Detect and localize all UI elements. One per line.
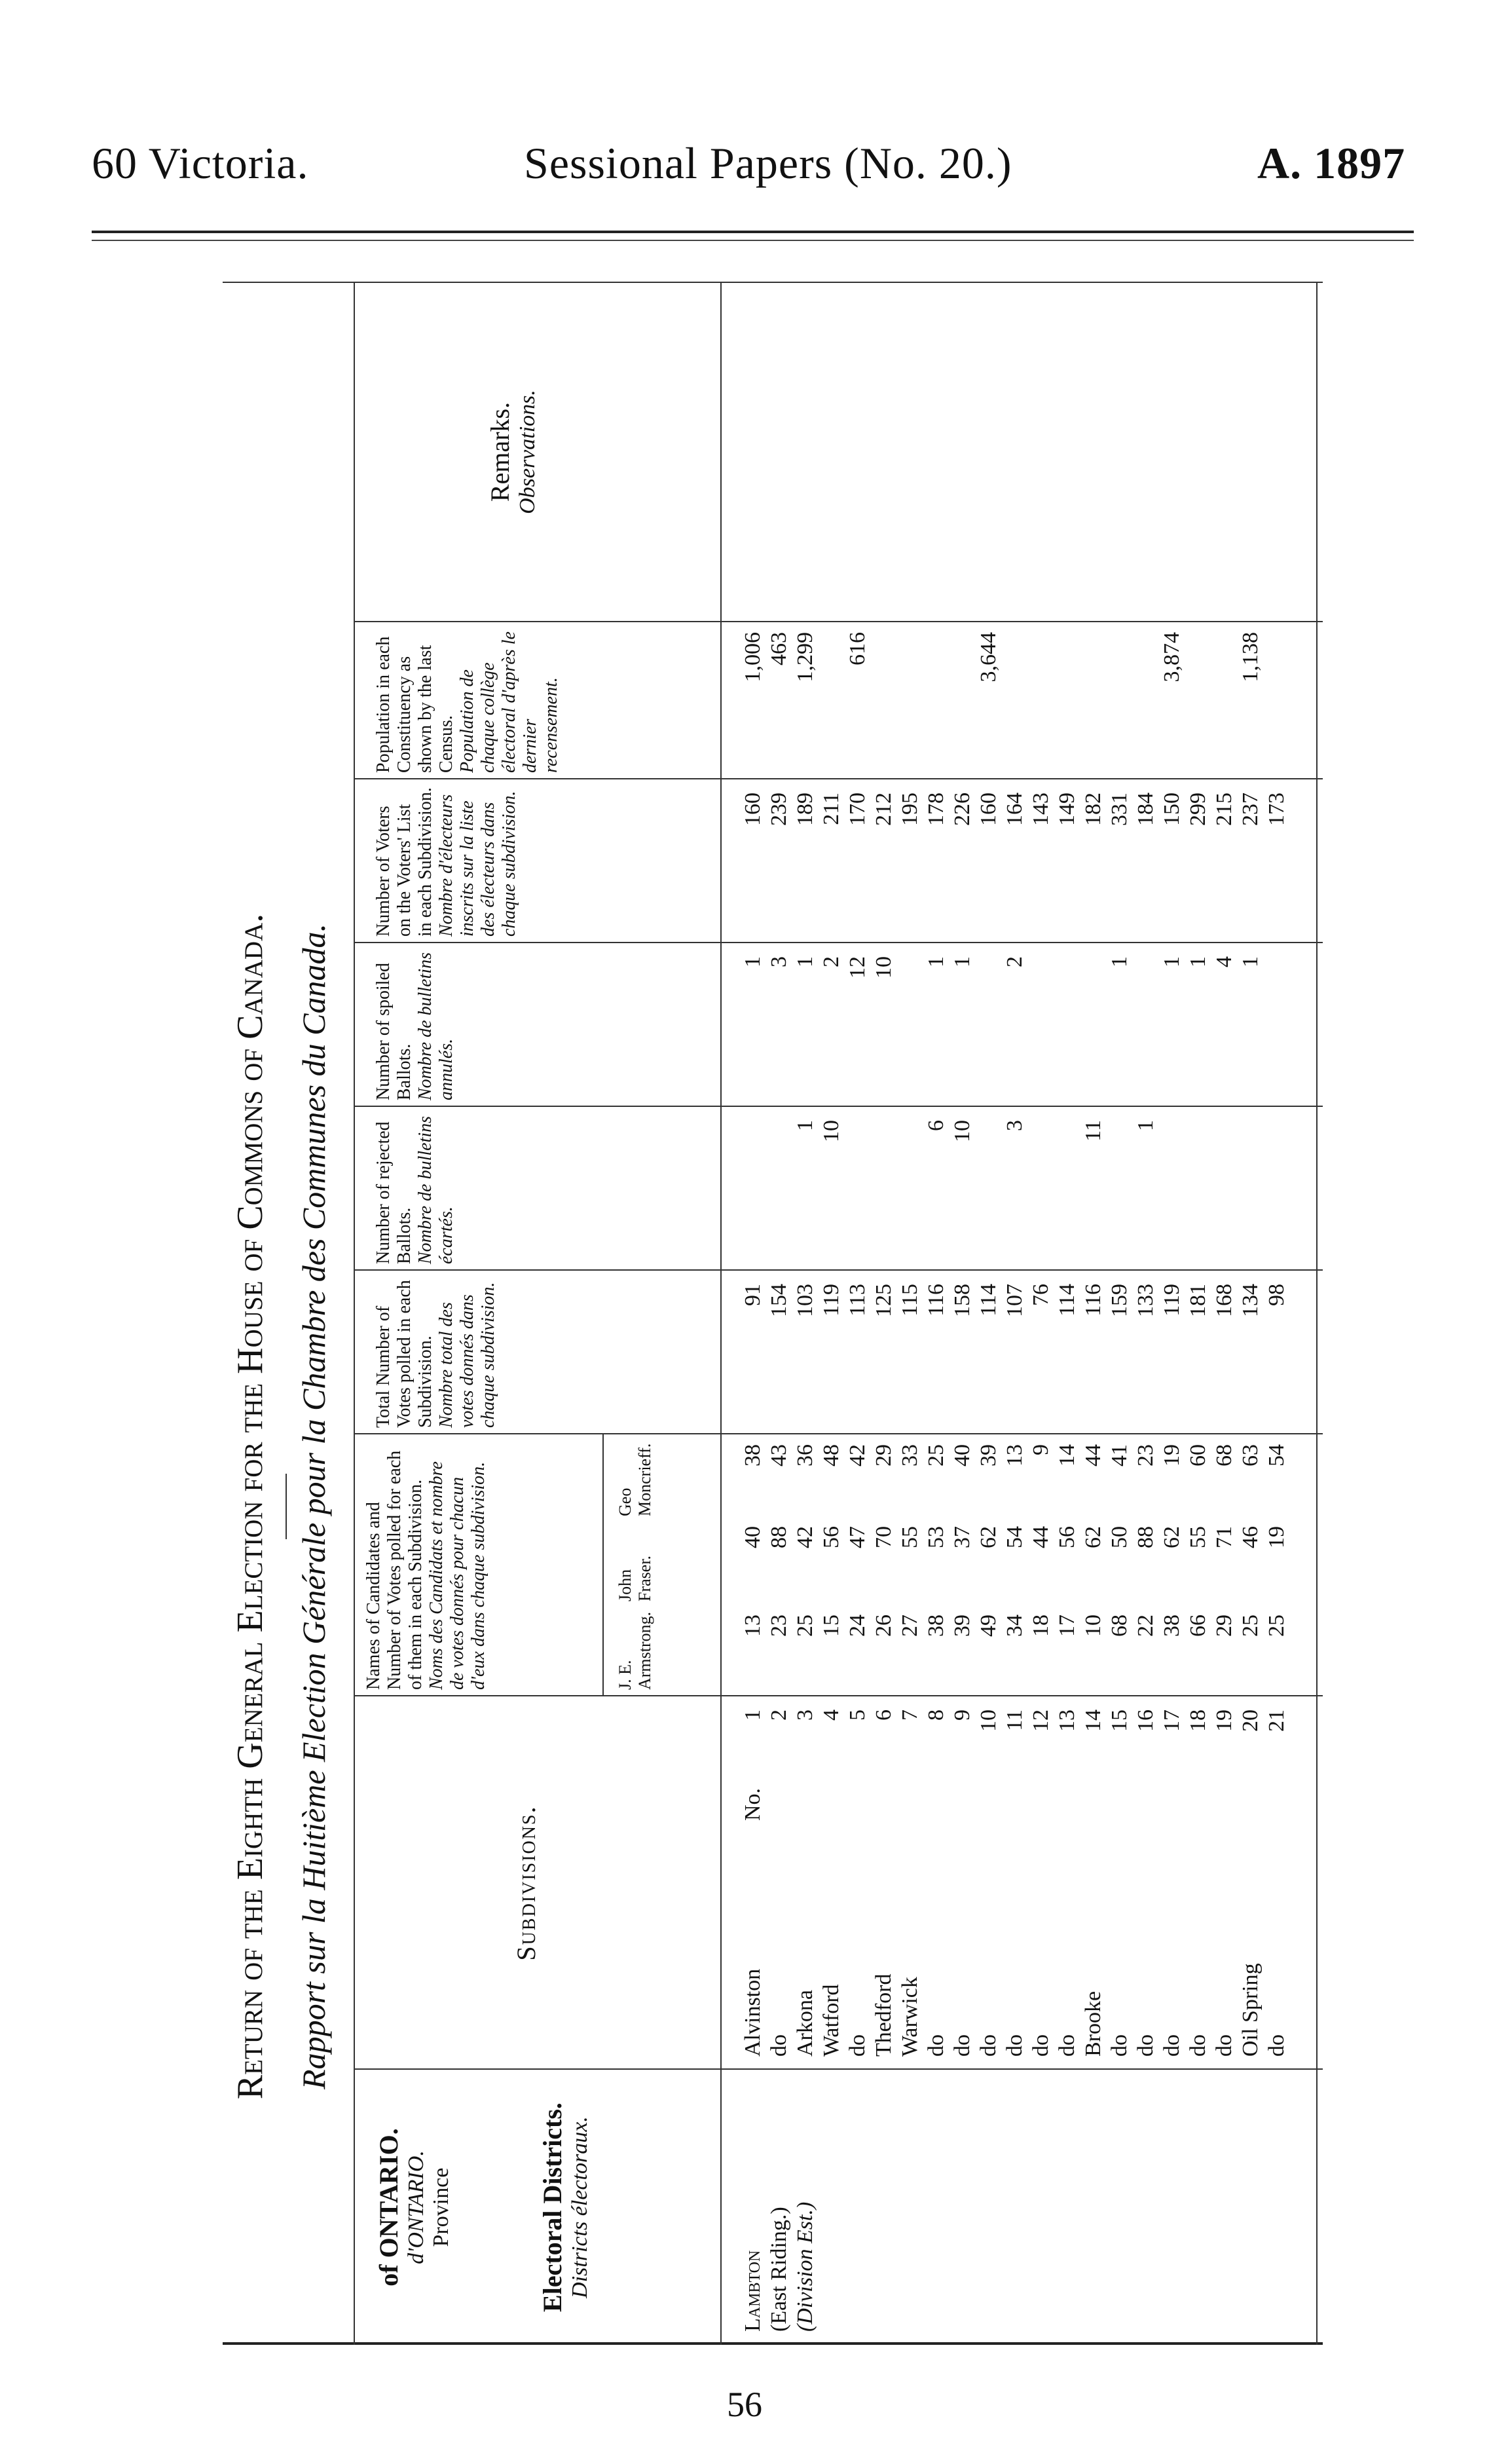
voters-on-list: 170 xyxy=(845,793,870,826)
rejected-ballots xyxy=(897,1120,923,1264)
rejected-ballots xyxy=(1264,1120,1290,1264)
candidate-name-3: Geo Moncrieff. xyxy=(616,1443,654,1516)
rejected-ballots xyxy=(871,1120,897,1264)
subdivision-name: Warwick xyxy=(898,1977,922,2057)
votes-moncrieff: 13 xyxy=(1003,1444,1027,1466)
header-bottom-rule xyxy=(720,282,722,2345)
subdivision-name: do xyxy=(950,2034,974,2057)
remarks-header: Remarks. Observations. xyxy=(485,390,540,514)
subdivision-name: do xyxy=(976,2034,1001,2057)
table-row xyxy=(871,282,897,2345)
rejected-ballots xyxy=(1054,1120,1080,1264)
table-row xyxy=(976,282,1002,2345)
votes-armstrong: 49 xyxy=(976,1615,1001,1637)
subdivision-name: do xyxy=(1160,2034,1184,2057)
votes-fraser: 47 xyxy=(845,1526,870,1548)
spoiled-ballots xyxy=(1028,956,1054,1100)
rejected-ballots xyxy=(1211,1120,1238,1264)
voters-on-list: 164 xyxy=(1003,793,1027,826)
votes-moncrieff: 48 xyxy=(819,1444,843,1466)
table-row xyxy=(1211,282,1238,2345)
subdivision-name: Watford xyxy=(819,1984,843,2057)
votes-armstrong: 13 xyxy=(741,1615,765,1637)
table-row xyxy=(1133,282,1159,2345)
rejected-ballots xyxy=(766,1120,792,1264)
header-title: Sessional Papers (No. 20.) xyxy=(524,138,1012,188)
votes-fraser: 62 xyxy=(1160,1526,1184,1548)
subdivision-number: 18 xyxy=(1186,1709,1210,1732)
total-votes: 98 xyxy=(1264,1284,1289,1306)
rejected-ballots xyxy=(845,1120,871,1264)
spoiled-ballots: 1 xyxy=(1160,956,1184,967)
population-header: Population in each Constituency as shown by the last Census. Population de chaque collège électoral d'après le dernier recensement. xyxy=(373,631,561,773)
voters-on-list: 239 xyxy=(767,793,791,826)
subdivision-name: do xyxy=(1264,2034,1289,2057)
table-row xyxy=(792,282,819,2345)
votes-moncrieff: 25 xyxy=(924,1444,948,1466)
header-rule xyxy=(92,231,1414,233)
spoiled-ballots: 3 xyxy=(767,956,791,967)
rejected-ballots xyxy=(740,1120,766,1264)
subdivisions-header: Subdivisions. xyxy=(511,1805,541,1961)
table-row xyxy=(1054,282,1080,2345)
subdivision-name: do xyxy=(845,2034,870,2057)
subdivision-number: 19 xyxy=(1212,1709,1236,1732)
votes-fraser: 42 xyxy=(793,1526,817,1548)
subdivision-number: 2 xyxy=(767,1709,791,1721)
spoiled-header: Number of spoiled Ballots. Nombre de bulletins annulés. xyxy=(373,952,456,1100)
votes-moncrieff: 63 xyxy=(1238,1444,1263,1466)
subdivision-name: do xyxy=(767,2034,791,2057)
total-votes: 114 xyxy=(1055,1284,1079,1317)
total-votes: 103 xyxy=(793,1284,817,1317)
total-votes: 113 xyxy=(845,1284,870,1317)
voters-on-list: 149 xyxy=(1055,793,1079,826)
votes-armstrong: 25 xyxy=(793,1615,817,1637)
voters-on-list: 237 xyxy=(1238,793,1263,826)
subdivision-number: 21 xyxy=(1264,1709,1289,1732)
subdivision-name: Alvinston xyxy=(741,1968,765,2057)
total-votes: 158 xyxy=(950,1284,974,1317)
rejected-ballots: 3 xyxy=(1003,1120,1027,1131)
total-votes: 168 xyxy=(1212,1284,1236,1317)
votes-moncrieff: 54 xyxy=(1264,1444,1289,1466)
total-votes: 91 xyxy=(741,1284,765,1306)
table-row xyxy=(1238,282,1264,2345)
voters-on-list: 150 xyxy=(1160,793,1184,826)
population-value: 1,299 xyxy=(793,632,817,682)
votes-moncrieff: 60 xyxy=(1186,1444,1210,1466)
votes-fraser: 88 xyxy=(1134,1526,1158,1548)
table-row xyxy=(923,282,950,2345)
votes-armstrong: 15 xyxy=(819,1615,843,1637)
rejected-ballots: 1 xyxy=(1134,1120,1158,1131)
votes-armstrong: 38 xyxy=(924,1615,948,1637)
total-votes: 76 xyxy=(1029,1284,1053,1306)
spoiled-ballots: 1 xyxy=(741,956,765,967)
spoiled-ballots: 1 xyxy=(1238,956,1263,967)
votes-moncrieff: 29 xyxy=(872,1444,896,1466)
subdivision-name: do xyxy=(1186,2034,1210,2057)
votes-armstrong: 29 xyxy=(1212,1615,1236,1637)
votes-armstrong: 68 xyxy=(1107,1615,1132,1637)
population-value: 463 xyxy=(767,632,791,665)
votes-fraser: 54 xyxy=(1003,1526,1027,1548)
spoiled-ballots xyxy=(897,956,923,1100)
votes-armstrong: 38 xyxy=(1160,1615,1184,1637)
subdivision-number: 20 xyxy=(1238,1709,1263,1732)
total-votes: 134 xyxy=(1238,1284,1263,1317)
votes-armstrong: 24 xyxy=(845,1615,870,1637)
total-votes: 133 xyxy=(1134,1284,1158,1317)
voters-on-list: 173 xyxy=(1264,793,1289,826)
total-votes: 114 xyxy=(976,1284,1001,1317)
total-votes: 154 xyxy=(767,1284,791,1317)
votes-fraser: 55 xyxy=(898,1526,922,1548)
spoiled-ballots xyxy=(1133,956,1159,1100)
subdivision-number: 17 xyxy=(1160,1709,1184,1732)
candidate-name-1: J. E. Armstrong. xyxy=(616,1611,654,1690)
spoiled-ballots xyxy=(976,956,1002,1100)
population-value: 1,138 xyxy=(1238,632,1263,682)
votes-fraser: 56 xyxy=(819,1526,843,1548)
spoiled-ballots xyxy=(1264,956,1290,1100)
votes-fraser: 50 xyxy=(1107,1526,1132,1548)
total-votes-header: Total Number of Votes polled in each Subdivision. Nombre total des votes donnés dans chaque subdivision. xyxy=(373,1280,498,1428)
votes-fraser: 62 xyxy=(976,1526,1001,1548)
spoiled-ballots: 1 xyxy=(1186,956,1210,967)
voters-on-list: 195 xyxy=(898,793,922,826)
votes-fraser: 55 xyxy=(1186,1526,1210,1548)
votes-moncrieff: 14 xyxy=(1055,1444,1079,1466)
subdivision-name: Arkona xyxy=(793,1990,817,2057)
votes-moncrieff: 19 xyxy=(1160,1444,1184,1466)
subdivision-number: 12 xyxy=(1029,1709,1053,1732)
spoiled-ballots xyxy=(1080,956,1107,1100)
subdivision-number: 16 xyxy=(1134,1709,1158,1732)
votes-fraser: 37 xyxy=(950,1526,974,1548)
subdivision-name: do xyxy=(1055,2034,1079,2057)
table-row xyxy=(950,282,976,2345)
table-row xyxy=(766,282,792,2345)
spoiled-ballots: 2 xyxy=(1003,956,1027,967)
population-value: 3,874 xyxy=(1160,632,1184,682)
subdivision-name: do xyxy=(1134,2034,1158,2057)
header-top-rule xyxy=(354,282,355,2345)
votes-moncrieff: 41 xyxy=(1107,1444,1132,1466)
voters-on-list: 212 xyxy=(872,793,896,826)
candidates-subrule xyxy=(602,1434,604,1696)
voters-on-list: 184 xyxy=(1134,793,1158,826)
spoiled-ballots: 2 xyxy=(819,956,843,967)
votes-moncrieff: 33 xyxy=(898,1444,922,1466)
votes-armstrong: 66 xyxy=(1186,1615,1210,1637)
population-value: 616 xyxy=(845,632,870,665)
table-row xyxy=(740,282,766,2345)
voters-on-list: 331 xyxy=(1107,793,1132,826)
voters-on-list: 215 xyxy=(1212,793,1236,826)
subdivision-number: 15 xyxy=(1107,1709,1132,1732)
table-title-french: Rapport sur la Huitième Election Générale pour la Chambre des Communes du Canada. xyxy=(295,924,332,2089)
votes-moncrieff: 40 xyxy=(950,1444,974,1466)
votes-armstrong: 17 xyxy=(1055,1615,1079,1637)
votes-moncrieff: 43 xyxy=(767,1444,791,1466)
votes-armstrong: 27 xyxy=(898,1615,922,1637)
table-row xyxy=(1159,282,1185,2345)
rejected-ballots: 10 xyxy=(950,1120,974,1142)
subdivision-number: 4 xyxy=(819,1709,843,1721)
subdivision-number: 5 xyxy=(845,1709,870,1721)
voters-on-list: 211 xyxy=(819,793,843,825)
votes-armstrong: 39 xyxy=(950,1615,974,1637)
table-row xyxy=(845,282,871,2345)
total-votes: 159 xyxy=(1107,1284,1132,1317)
votes-moncrieff: 36 xyxy=(793,1444,817,1466)
total-votes: 116 xyxy=(924,1284,948,1317)
total-votes: 119 xyxy=(819,1284,843,1317)
votes-fraser: 56 xyxy=(1055,1526,1079,1548)
votes-armstrong: 25 xyxy=(1264,1615,1289,1637)
rejected-ballots xyxy=(1107,1120,1133,1264)
voters-on-list: 160 xyxy=(976,793,1001,826)
candidates-header: Names of Candidates and Number of Votes polled for each of them in each Subdivision. Noms des Candidats et nombre de votes donnés pour chacun d'eux dans chaque subdivision. xyxy=(363,1450,489,1690)
votes-fraser: 46 xyxy=(1238,1526,1263,1548)
candidate-name-2: John Fraser. xyxy=(616,1555,654,1601)
total-votes: 115 xyxy=(898,1284,922,1317)
subdivision-name: do xyxy=(1107,2034,1132,2057)
votes-moncrieff: 42 xyxy=(845,1444,870,1466)
votes-armstrong: 23 xyxy=(767,1615,791,1637)
votes-armstrong: 10 xyxy=(1081,1615,1105,1637)
voters-on-list: 182 xyxy=(1081,793,1105,826)
rejected-ballots xyxy=(976,1120,1002,1264)
spoiled-ballots xyxy=(1054,956,1080,1100)
votes-armstrong: 18 xyxy=(1029,1615,1053,1637)
spoiled-ballots: 10 xyxy=(872,956,896,979)
subdivision-name: Thedford xyxy=(872,1973,896,2057)
table-row xyxy=(1185,282,1211,2345)
votes-moncrieff: 23 xyxy=(1134,1444,1158,1466)
subdivision-number: 6 xyxy=(872,1709,896,1721)
total-votes: 181 xyxy=(1186,1284,1210,1317)
population-value: 1,006 xyxy=(741,632,765,682)
votes-fraser: 19 xyxy=(1264,1526,1289,1548)
table-row xyxy=(1107,282,1133,2345)
rejected-ballots: 1 xyxy=(793,1120,817,1131)
votes-fraser: 71 xyxy=(1212,1526,1236,1548)
voters-on-list: 160 xyxy=(741,793,765,826)
province-label: of ONTARIO. d'ONTARIO. Province xyxy=(374,2128,453,2287)
total-votes: 107 xyxy=(1003,1284,1027,1317)
subdivision-number: 3 xyxy=(793,1709,817,1721)
votes-moncrieff: 68 xyxy=(1212,1444,1236,1466)
votes-fraser: 44 xyxy=(1029,1526,1053,1548)
subdivision-number: 7 xyxy=(898,1709,922,1721)
votes-fraser: 88 xyxy=(767,1526,791,1548)
subdivision-name: Oil Spring xyxy=(1238,1963,1263,2057)
voters-on-list: 178 xyxy=(924,793,948,826)
title-divider xyxy=(286,1474,287,1539)
table-row xyxy=(897,282,923,2345)
votes-fraser: 70 xyxy=(872,1526,896,1548)
spoiled-ballots: 12 xyxy=(845,956,870,979)
rejected-ballots: 10 xyxy=(819,1120,843,1142)
voters-on-list: 299 xyxy=(1186,793,1210,826)
subdivision-number: 13 xyxy=(1055,1709,1079,1732)
population-value: 3,644 xyxy=(976,632,1001,682)
subdivision-name: do xyxy=(924,2034,948,2057)
table-title-english: Return of the Eighth General Election for the House of Commons of Canada. xyxy=(230,913,270,2100)
votes-moncrieff: 9 xyxy=(1029,1444,1053,1455)
spoiled-ballots: 1 xyxy=(924,956,948,967)
table-row xyxy=(1264,282,1290,2345)
table-row xyxy=(1080,282,1107,2345)
number-label: No. xyxy=(741,1787,765,1821)
rejected-ballots xyxy=(1028,1120,1054,1264)
votes-fraser: 62 xyxy=(1081,1526,1105,1548)
subdivision-number: 11 xyxy=(1003,1709,1027,1731)
votes-moncrieff: 44 xyxy=(1081,1444,1105,1466)
header-rule-thin xyxy=(92,240,1414,241)
header-year: A. 1897 xyxy=(1257,138,1406,188)
table-bottom-rule xyxy=(1316,282,1318,2345)
subdivision-name: do xyxy=(1003,2034,1027,2057)
subdivision-number: 14 xyxy=(1081,1709,1105,1732)
subdivision-number: 9 xyxy=(950,1709,974,1721)
votes-armstrong: 34 xyxy=(1003,1615,1027,1637)
table-row xyxy=(1002,282,1028,2345)
election-return-table xyxy=(223,282,1323,2345)
votes-armstrong: 22 xyxy=(1134,1615,1158,1637)
rejected-ballots xyxy=(1185,1120,1211,1264)
votes-armstrong: 26 xyxy=(872,1615,896,1637)
header-session: 60 Victoria. xyxy=(92,138,309,188)
rejected-ballots: 6 xyxy=(924,1120,948,1131)
voters-on-list: 189 xyxy=(793,793,817,826)
district-name: Lambton (East Riding.) (Division Est.) xyxy=(741,2201,817,2332)
voters-on-list: 143 xyxy=(1029,793,1053,826)
page-number: 56 xyxy=(727,2385,762,2424)
subdivision-name: do xyxy=(1029,2034,1053,2057)
rejected-ballots xyxy=(1159,1120,1185,1264)
votes-moncrieff: 39 xyxy=(976,1444,1001,1466)
spoiled-ballots: 4 xyxy=(1212,956,1236,967)
spoiled-ballots: 1 xyxy=(950,956,974,967)
rejected-ballots xyxy=(1238,1120,1264,1264)
subdivision-name: do xyxy=(1212,2034,1236,2057)
votes-fraser: 53 xyxy=(924,1526,948,1548)
total-votes: 119 xyxy=(1160,1284,1184,1317)
spoiled-ballots: 1 xyxy=(1107,956,1132,967)
subdivision-number: 8 xyxy=(924,1709,948,1721)
spoiled-ballots: 1 xyxy=(793,956,817,967)
total-votes: 116 xyxy=(1081,1284,1105,1317)
votes-moncrieff: 38 xyxy=(741,1444,765,1466)
votes-armstrong: 25 xyxy=(1238,1615,1263,1637)
subdivision-name: Brooke xyxy=(1081,1990,1105,2057)
district-header: Electoral Districts. Districts électoraux. xyxy=(538,2102,592,2312)
table-row xyxy=(819,282,845,2345)
votes-fraser: 40 xyxy=(741,1526,765,1548)
subdivision-number: 1 xyxy=(741,1709,765,1721)
table-row xyxy=(1028,282,1054,2345)
total-votes: 125 xyxy=(872,1284,896,1317)
voters-header: Number of Voters on the Voters' List in each Subdivision. Nombre d'électeurs inscrits sur la liste des électeurs dans chaque subdivision. xyxy=(373,787,519,937)
rejected-header: Number of rejected Ballots. Nombre de bulletins écartés. xyxy=(373,1115,456,1264)
voters-on-list: 226 xyxy=(950,793,974,826)
subdivision-number: 10 xyxy=(976,1709,1001,1732)
rejected-ballots: 11 xyxy=(1081,1120,1105,1142)
